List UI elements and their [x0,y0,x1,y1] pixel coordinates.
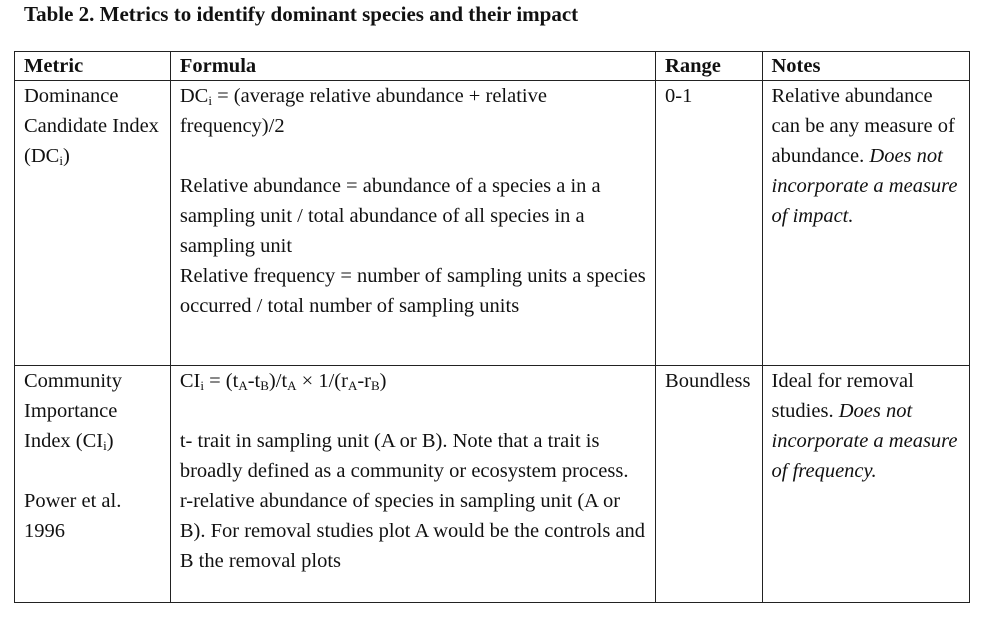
formula-definition: Relative frequency = number of sampling units a species occurred / total number of sampling units [179,265,646,317]
header-formula: Formula [170,52,655,81]
header-metric: Metric [15,52,171,81]
metrics-table [14,51,970,603]
cell-metric [15,81,171,366]
metric-subscript: i [103,438,107,453]
formula-equation [180,366,647,396]
cell-notes [762,81,970,366]
formula-definition: t- trait in sampling unit (A or B). Note that a trait is broadly defined as a community or ecosystem process. [179,430,629,482]
notes-italic-text: Does not incorporate a measure of frequency. [771,400,958,482]
table-row [15,366,970,603]
formula-part: -t [247,370,261,392]
formula-subscript: A [347,378,358,393]
metric-name: Dominance Candidate Index (DC [24,85,159,167]
header-range: Range [656,52,762,81]
formula-part: )/t [268,370,288,392]
formula-subscript: B [371,378,380,393]
table-header-row [15,52,970,81]
cell-formula [170,366,655,603]
formula-lhs-subscript: i [200,378,204,393]
spacer [24,456,162,486]
notes-text: Ideal for removal studies. [771,370,914,422]
formula-definition: r-relative abundance of species in sampling unit (A or B). For removal studies plot A would be the controls and B the removal plots [179,490,646,572]
metric-close: ) [62,145,70,167]
cell-notes [762,366,970,603]
formula-subscript: A [238,378,248,393]
metric-name: Community Importance Index (CI [24,370,122,452]
formula-definition: Relative abundance = abundance of a species a in a sampling unit / total abundance of all species in a sampling unit [179,175,601,257]
cell-metric [15,366,171,603]
cell-range: 0-1 [656,81,762,366]
formula-lhs-subscript: i [208,93,212,108]
metric-name-block [24,366,162,456]
formula-lhs: DC [179,85,209,107]
formula-part: ) [379,370,387,392]
notes-italic-text: Does not incorporate a measure of impact. [771,145,958,227]
cell-formula [170,81,655,366]
formula-subscript: B [260,378,269,393]
spacer [180,141,647,171]
formula-part: = (t [203,370,239,392]
formula-lhs: CI [179,370,201,392]
table-row [15,81,970,366]
formula-subscript: A [287,378,297,393]
metric-subscript: i [59,153,63,168]
metric-close: ) [106,430,114,452]
spacer [180,396,647,426]
header-notes: Notes [762,52,970,81]
notes-text: Relative abundance can be any measure of abundance. [771,85,955,167]
table-caption: Table 2. Metrics to identify dominant species and their impact [24,2,579,26]
formula-part: -r [357,370,371,392]
formula-equation [180,81,647,141]
cell-range: Boundless [656,366,762,603]
formula-part: × 1/(r [296,370,348,392]
formula-rhs: = (average relative abundance + relative frequency)/2 [179,85,547,137]
metric-reference: Power et al. 1996 [24,490,122,542]
